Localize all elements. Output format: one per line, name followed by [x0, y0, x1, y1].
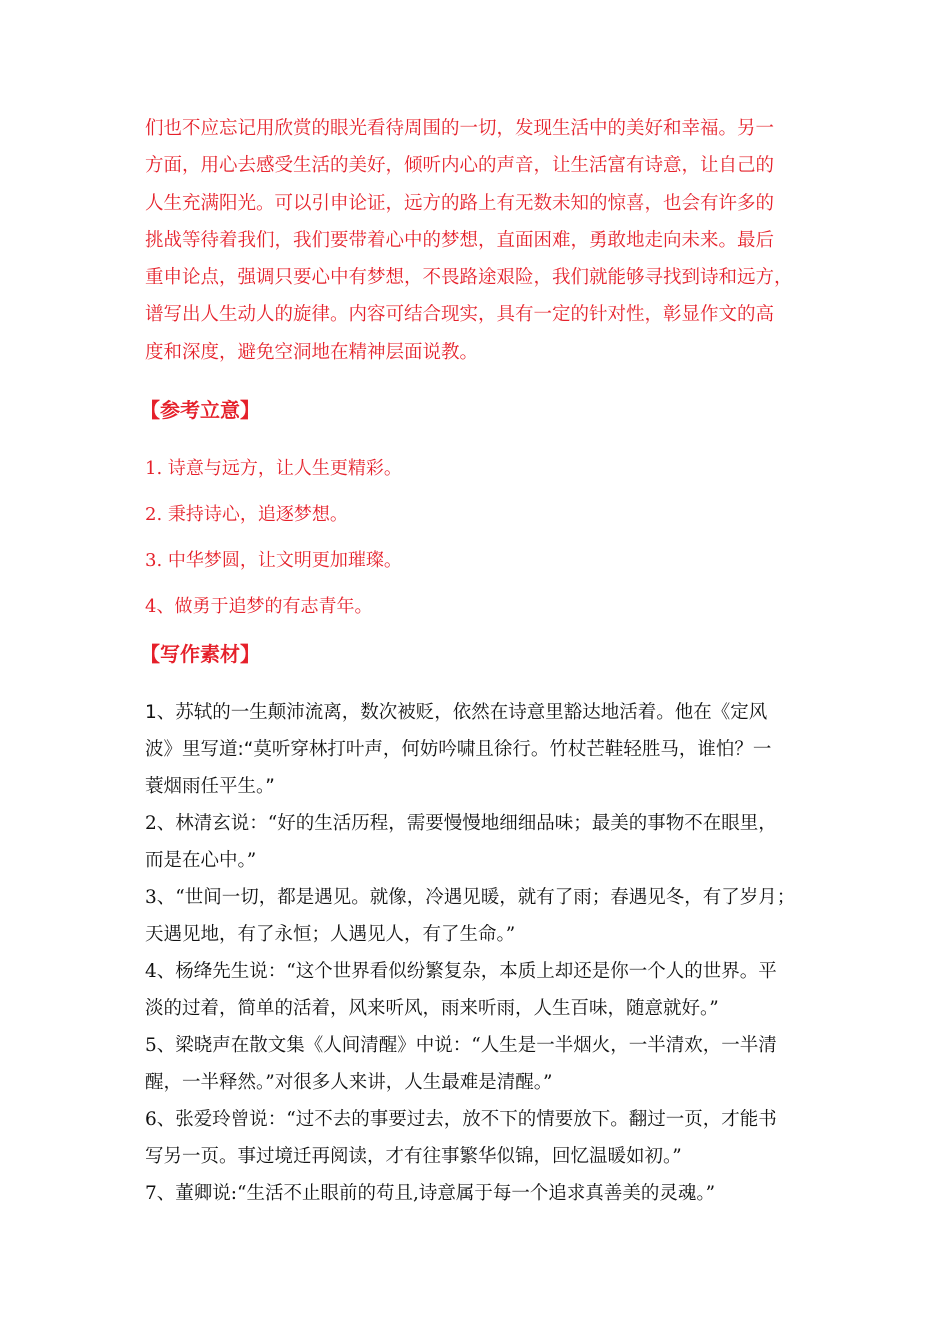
intro-paragraph	[145, 110, 825, 371]
list-item: 3. 中华梦圆，让文明更加璀璨。	[145, 550, 402, 571]
material-list	[145, 694, 825, 1212]
material-line: 5、梁晓声在散文集《人间清醒》中说：“人生是一半烟火，一半清欢，一半清	[145, 1035, 777, 1056]
paragraph-line: 度和深度，避免空洞地在精神层面说教。	[145, 341, 479, 363]
paragraph-line: 挑战等待着我们，我们要带着心中的梦想，直面困难，勇敢地走向未来。最后	[145, 229, 775, 251]
material-heading: 【写作素材】	[140, 642, 260, 666]
list-item: 2. 秉持诗心，追逐梦想。	[145, 504, 348, 525]
paragraph-line: 方面，用心去感受生活的美好，倾听内心的声音，让生活富有诗意，让自己的	[145, 155, 775, 177]
material-line: 天遇见地，有了永恒；人遇见人，有了生命。”	[145, 924, 516, 945]
material-line: 7、董卿说:“生活不止眼前的苟且,诗意属于每一个追求真善美的灵魂。”	[145, 1183, 716, 1204]
material-line: 波》里写道:“莫听穿林打叶声，何妨吟啸且徐行。竹杖芒鞋轻胜马，谁怕？一	[145, 739, 772, 760]
material-line: 6、张爱玲曾说：“过不去的事要过去，放不下的情要放下。翻过一页，才能书	[145, 1109, 777, 1130]
material-line: 2、林清玄说：“好的生活历程，需要慢慢地细细品味；最美的事物不在眼里，	[145, 813, 777, 834]
material-line: 1、苏轼的一生颠沛流离，数次被贬，依然在诗意里豁达地活着。他在《定风	[145, 702, 768, 723]
material-line: 醒，一半释然。”对很多人来讲，人生最难是清醒。”	[145, 1072, 553, 1093]
paragraph-line: 人生充满阳光。可以引申论证，远方的路上有无数未知的惊喜，也会有许多的	[145, 192, 775, 214]
material-line: 而是在心中。”	[145, 850, 257, 871]
material-line: 3、“世间一切，都是遇见。就像，冷遇见暖，就有了雨；春遇见冬，有了岁月；	[145, 887, 796, 908]
reference-list	[145, 446, 825, 630]
material-line: 写另一页。事过境迁再阅读，才有往事繁华似锦，回忆温暖如初。”	[145, 1146, 682, 1167]
paragraph-line: 谱写出人生动人的旋律。内容可结合现实，具有一定的针对性，彰显作文的高	[145, 304, 775, 326]
material-line: 蓑烟雨任平生。”	[145, 776, 275, 797]
paragraph-line: 重申论点，强调只要心中有梦想，不畏路途艰险，我们就能够寻找到诗和远方，	[145, 267, 793, 289]
material-line: 4、杨绛先生说：“这个世界看似纷繁复杂，本质上却还是你一个人的世界。平	[145, 961, 777, 982]
material-line: 淡的过着，简单的活着，风来听风，雨来听雨，人生百味，随意就好。”	[145, 998, 719, 1019]
reference-heading: 【参考立意】	[140, 398, 260, 422]
list-item: 1. 诗意与远方，让人生更精彩。	[145, 458, 402, 479]
list-item: 4、做勇于追梦的有志青年。	[145, 596, 373, 617]
paragraph-line: 们也不应忘记用欣赏的眼光看待周围的一切，发现生活中的美好和幸福。另一	[145, 118, 775, 139]
